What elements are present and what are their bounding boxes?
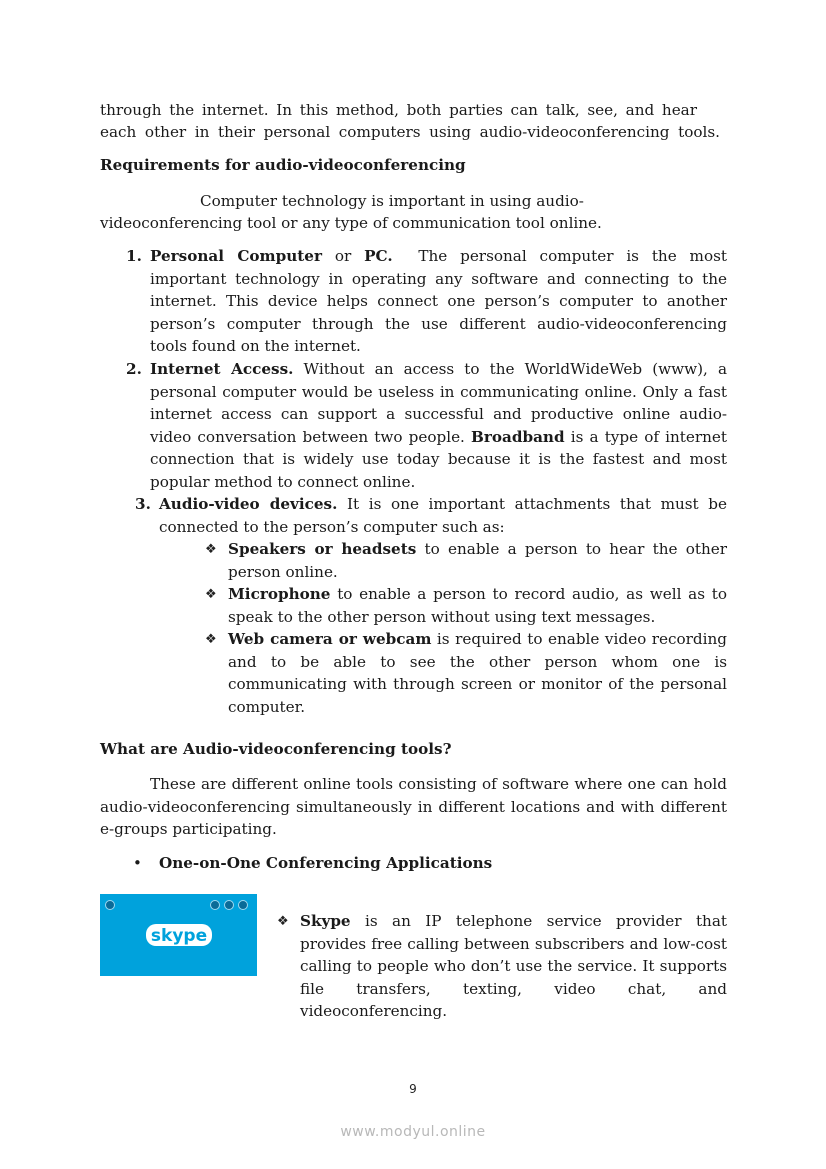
intro-line-2: each other in their personal computers using audio-videoconferencing tools. [100, 123, 720, 141]
intro-line-1: through the internet. In this method, both parties can talk, see, and hear [100, 101, 697, 119]
subitem-microphone-title: Microphone [228, 585, 331, 603]
item-1-number: 1. [126, 247, 142, 265]
subitem-speakers [228, 538, 727, 583]
item-1-personal-computer [150, 245, 727, 358]
item-3-number: 3. [135, 495, 151, 513]
requirements-heading: Requirements for audio-videoconferencing [100, 156, 466, 174]
item-2-internet-access [150, 358, 727, 493]
bullet-dot-icon: • [133, 854, 142, 872]
skype-text: is an IP telephone service provider that provides free calling between subscribers and low-cost calling to people who don’t use the service. It supports file transfers, texting, video chat, and videoconferencing. [300, 912, 727, 1020]
requirements-para-line-1: Computer technology is important in using audio- [200, 192, 584, 210]
page-number: 9 [409, 1082, 417, 1096]
item-3-text: It is one important attachments that must be connected to the person’s computer such as: [159, 495, 727, 536]
tools-paragraph: These are different online tools consisting of software where one can hold audio-videoconferencing simultaneously in different locations and with different e-groups participating. [100, 775, 727, 838]
item-1-title: Personal Computer [150, 247, 322, 265]
bookmark-icon [238, 900, 248, 910]
item-3-audio-video-devices [159, 493, 727, 538]
settings-icon [210, 900, 220, 910]
tools-heading: What are Audio-videoconferencing tools? [100, 740, 452, 758]
skype-description [300, 910, 727, 1023]
item-2-title: Internet Access. [150, 360, 294, 378]
skype-title: Skype [300, 912, 351, 930]
item-1-title-2: PC. [364, 247, 393, 265]
diamond-bullet-icon: ❖ [205, 587, 217, 602]
subitem-webcam [228, 628, 727, 718]
diamond-bullet-icon: ❖ [205, 542, 217, 557]
item-2-broadband: Broadband [471, 427, 565, 446]
skype-logo-text: skype [150, 926, 208, 946]
one-on-one-heading: One-on-One Conferencing Applications [159, 854, 493, 872]
item-2-number: 2. [126, 360, 142, 378]
item-2-text-after: is a type of internet connection that is widely use today because it is the fastest and most popular method to connect online. [150, 427, 727, 491]
subitem-speakers-text: to enable a person to hear the other person online. [228, 540, 728, 581]
share-icon [224, 900, 234, 910]
item-2-text-before: Without an access to the WorldWideWeb (www), a personal computer would be useless in communicating online. Only a fast internet access can support a successful and productive online audio-video conversation between two people. [150, 360, 727, 446]
item-1-connector: or [321, 247, 365, 265]
item-1-text: The personal computer is the most important technology in operating any software and connecting to the internet. This device helps connect one person’s computer to another person’s computer through the use different audio-videoconferencing tools found on the internet. [150, 247, 728, 355]
diamond-bullet-icon: ❖ [205, 632, 217, 647]
requirements-para-line-2: videoconferencing tool or any type of communication tool online. [100, 214, 602, 232]
subitem-webcam-title: Web camera or webcam [228, 630, 432, 648]
subitem-webcam-text: is required to enable video recording and to be able to see the other person whom one is communicating with through screen or monitor of the personal computer. [228, 630, 727, 716]
close-icon [105, 900, 115, 910]
subitem-speakers-title: Speakers or headsets [228, 540, 417, 558]
subitem-microphone [228, 583, 727, 628]
item-3-title: Audio-video devices. [159, 495, 338, 513]
skype-screenshot-image [100, 894, 257, 976]
subitem-microphone-text: to enable a person to record audio, as well as to speak to the other person without using text messages. [228, 585, 727, 626]
skype-logo-icon [144, 920, 214, 950]
footer-watermark: www.modyul.online [340, 1124, 486, 1140]
diamond-bullet-icon: ❖ [277, 914, 289, 929]
